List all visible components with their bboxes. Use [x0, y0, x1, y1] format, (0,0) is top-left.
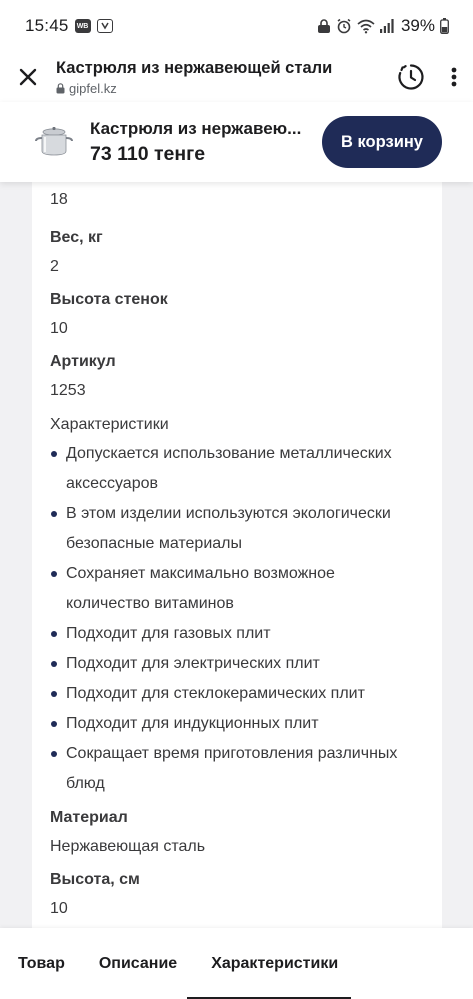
list-item: В этом изделии используются экологически безопасные материалы: [50, 499, 420, 559]
tab-description[interactable]: Описание: [98, 954, 178, 972]
browser-toolbar: [0, 52, 473, 102]
features-title: Характеристики: [50, 416, 169, 433]
status-left: [25, 16, 113, 36]
signal-icon: [380, 19, 394, 33]
add-to-cart-button[interactable]: В корзину: [322, 116, 442, 168]
tab-product[interactable]: Товар: [18, 954, 65, 972]
spec-label: Артикул: [50, 353, 116, 370]
battery-icon: [440, 18, 449, 34]
product-name: Кастрюля из нержавею...: [90, 118, 302, 138]
page-title: Кастрюля из нержавеющей стали: [56, 58, 333, 77]
spec-wall-height: [50, 291, 168, 338]
alarm-icon: [336, 18, 352, 34]
close-icon: [19, 68, 37, 86]
list-item: Подходит для газовых плит: [50, 619, 420, 649]
wifi-icon: [357, 19, 375, 34]
more-vert-icon: [451, 67, 457, 87]
status-bar: [0, 0, 473, 52]
product-info: [90, 119, 308, 166]
spec-value: Нержавеющая сталь: [50, 838, 206, 855]
spec-label: Высота стенок: [50, 291, 168, 308]
tab-characteristics[interactable]: Характеристики: [211, 954, 339, 972]
list-item: Допускается использование металлических аксессуаров: [50, 439, 420, 499]
list-item: Подходит для электрических плит: [50, 649, 420, 679]
history-icon: [397, 63, 425, 91]
status-right: [317, 16, 449, 36]
status-time: 15:45: [25, 16, 69, 35]
spec-value: 18: [50, 191, 68, 208]
close-button[interactable]: [0, 52, 56, 102]
spec-top: [50, 191, 68, 209]
battery-percent: 39%: [400, 16, 435, 35]
spec-value: 2: [50, 258, 59, 275]
product-tabs: [0, 928, 473, 999]
spec-label: Вес, кг: [50, 229, 103, 246]
address-block[interactable]: [56, 59, 387, 96]
sticky-product-header: [0, 102, 473, 182]
history-button[interactable]: [387, 52, 435, 102]
spec-label: Материал: [50, 809, 128, 826]
spec-value: 10: [50, 900, 68, 917]
spec-material: [50, 809, 205, 856]
url-text: gipfel.kz: [69, 80, 117, 96]
spec-height: [50, 871, 140, 918]
product-thumbnail[interactable]: [34, 125, 74, 159]
specs-card: [32, 150, 442, 930]
spec-label: Высота, см: [50, 871, 140, 888]
spec-weight: [50, 229, 103, 276]
spec-value: 10: [50, 320, 68, 337]
features-list: [50, 439, 420, 799]
list-item: Подходит для стеклокерамических плит: [50, 679, 420, 709]
lock-icon: [317, 19, 331, 34]
url-line: [56, 81, 387, 96]
wb-app-icon: WB: [75, 19, 91, 33]
list-item: Подходит для индукционных плит: [50, 709, 420, 739]
more-menu-button[interactable]: [435, 52, 473, 102]
product-price: 73 110 тенге: [90, 142, 206, 165]
features-block: [50, 416, 169, 434]
lock-icon: [56, 83, 65, 94]
spec-value: 1253: [50, 382, 86, 399]
list-item: Сохраняет максимально возможное количество витаминов: [50, 559, 420, 619]
spec-article: [50, 353, 116, 400]
notification-app-icon: [97, 19, 113, 33]
list-item: Сокращает время приготовления различных блюд: [50, 739, 420, 799]
